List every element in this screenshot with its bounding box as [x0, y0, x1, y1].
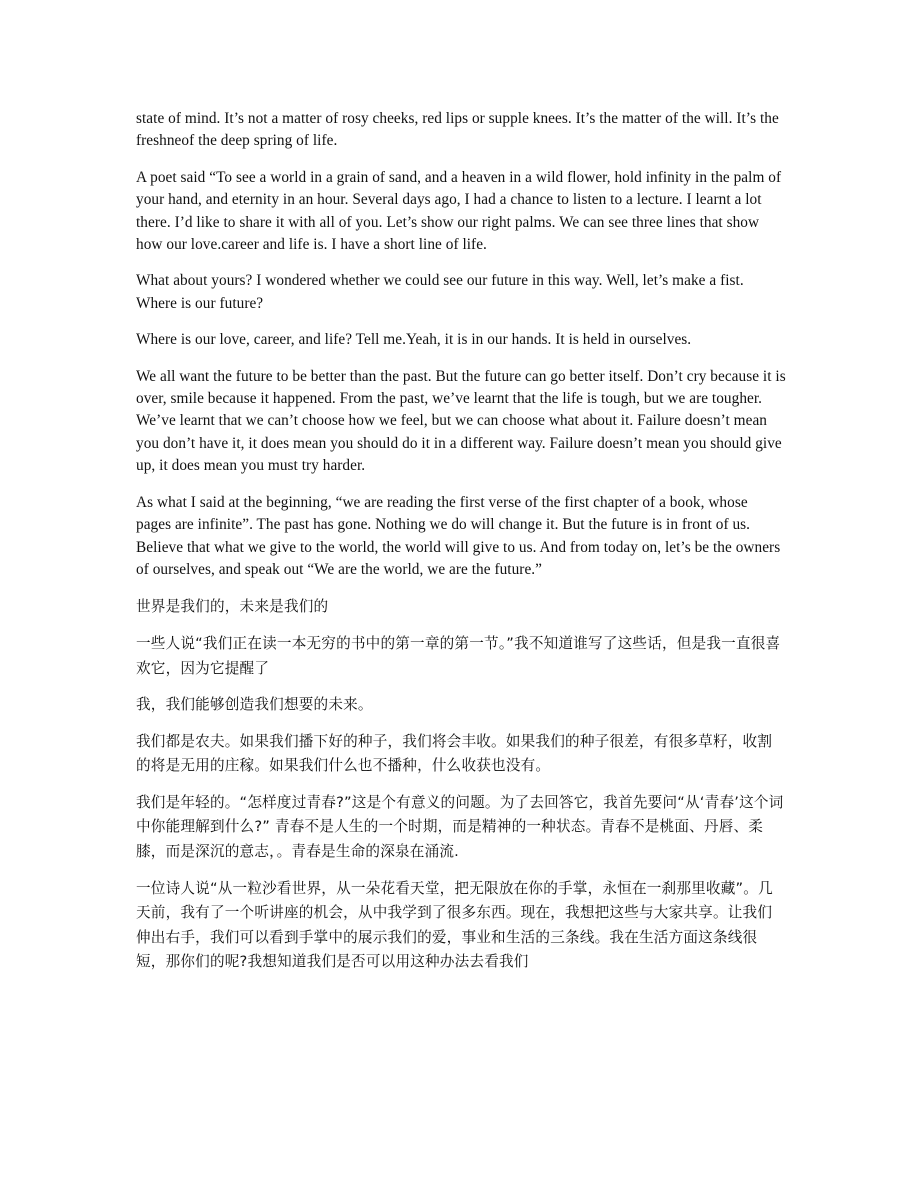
english-paragraph-5: We all want the future to be better than the past. But the future can go better itself. Don’t cry because it is over, smile because it happened. From the past, we’ve learnt that the life is tough, but we are tougher. We’ve learnt that we can’t choose how we feel, but we can choose what about it. Failure doesn’t mean you don’t have it, it does mean you should do it in a different way. Failure doesn’t mean you should give up, it does mean you must try harder. [136, 367, 786, 475]
chinese-paragraph-5: 一位诗人说“从一粒沙看世界，从一朵花看天堂，把无限放在你的手掌，永恒在一刹那里收藏”。几天前，我有了一个听讲座的机会，从中我学到了很多东西。现在，我想把这些与大家共享。让我们伸出右手，我们可以看到手掌中的展示我们的爱，事业和生活的三条线。我在生活方面这条线很短，那你们的呢?我想知道我们是否可以用这种办法去看我们 [136, 879, 773, 971]
english-paragraph-1: state of mind. It’s not a matter of rosy cheeks, red lips or supple knees. It’s the matter of the will. It’s the freshneof the deep spring of life. [136, 110, 779, 150]
chinese-paragraph-3: 我们都是农夫。如果我们播下好的种子，我们将会丰收。如果我们的种子很差，有很多草籽，收割的将是无用的庄稼。如果我们什么也不播种，什么收获也没有。 [136, 732, 773, 775]
chinese-title: 世界是我们的，未来是我们的 [136, 598, 329, 616]
english-paragraph-3: What about yours? I wondered whether we could see our future in this way. Well, let’s make a fist. Where is our future? [136, 272, 744, 312]
chinese-paragraph-1: 一些人说“我们正在读一本无穷的书中的第一章的第一节。”我不知道谁写了这些话，但是我一直很喜欢它，因为它提醒了 [136, 634, 781, 677]
english-paragraph-6: As what I said at the beginning, “we are reading the first verse of the first chapter of a book, whose pages are infinite”. The past has gone. Nothing we do will change it. But the future is in front of us. Believe that what we give to the world, the world will give to us. And from today on, let’s be the owners of ourselves, and speak out “We are the world, we are the future.” [136, 493, 781, 578]
english-paragraph-2: A poet said “To see a world in a grain of sand, and a heaven in a wild flower, hold infinity in the palm of your hand, and eternity in an hour. Several days ago, I had a chance to listen to a lecture. I learnt a lot there. I’d like to share it with all of you. Let’s show our right palms. We can see three lines that show how our love.career and life is. I have a short line of life. [136, 168, 782, 254]
chinese-paragraph-4: 我们是年轻的。“怎样度过青春?”这是个有意义的问题。为了去回答它，我首先要问“从‘青春’这个词中你能理解到什么?” 青春不是人生的一个时期，而是精神的一种状态。青春不是桃面、丹唇、柔膝，而是深沉的意志，。青春是生命的深泉在涌流. [136, 793, 784, 861]
document-page [136, 108, 786, 987]
chinese-paragraph-2: 我，我们能够创造我们想要的未来。 [136, 696, 373, 714]
english-paragraph-4: Where is our love, career, and life? Tell me.Yeah, it is in our hands. It is held in ourselves. [136, 331, 692, 349]
